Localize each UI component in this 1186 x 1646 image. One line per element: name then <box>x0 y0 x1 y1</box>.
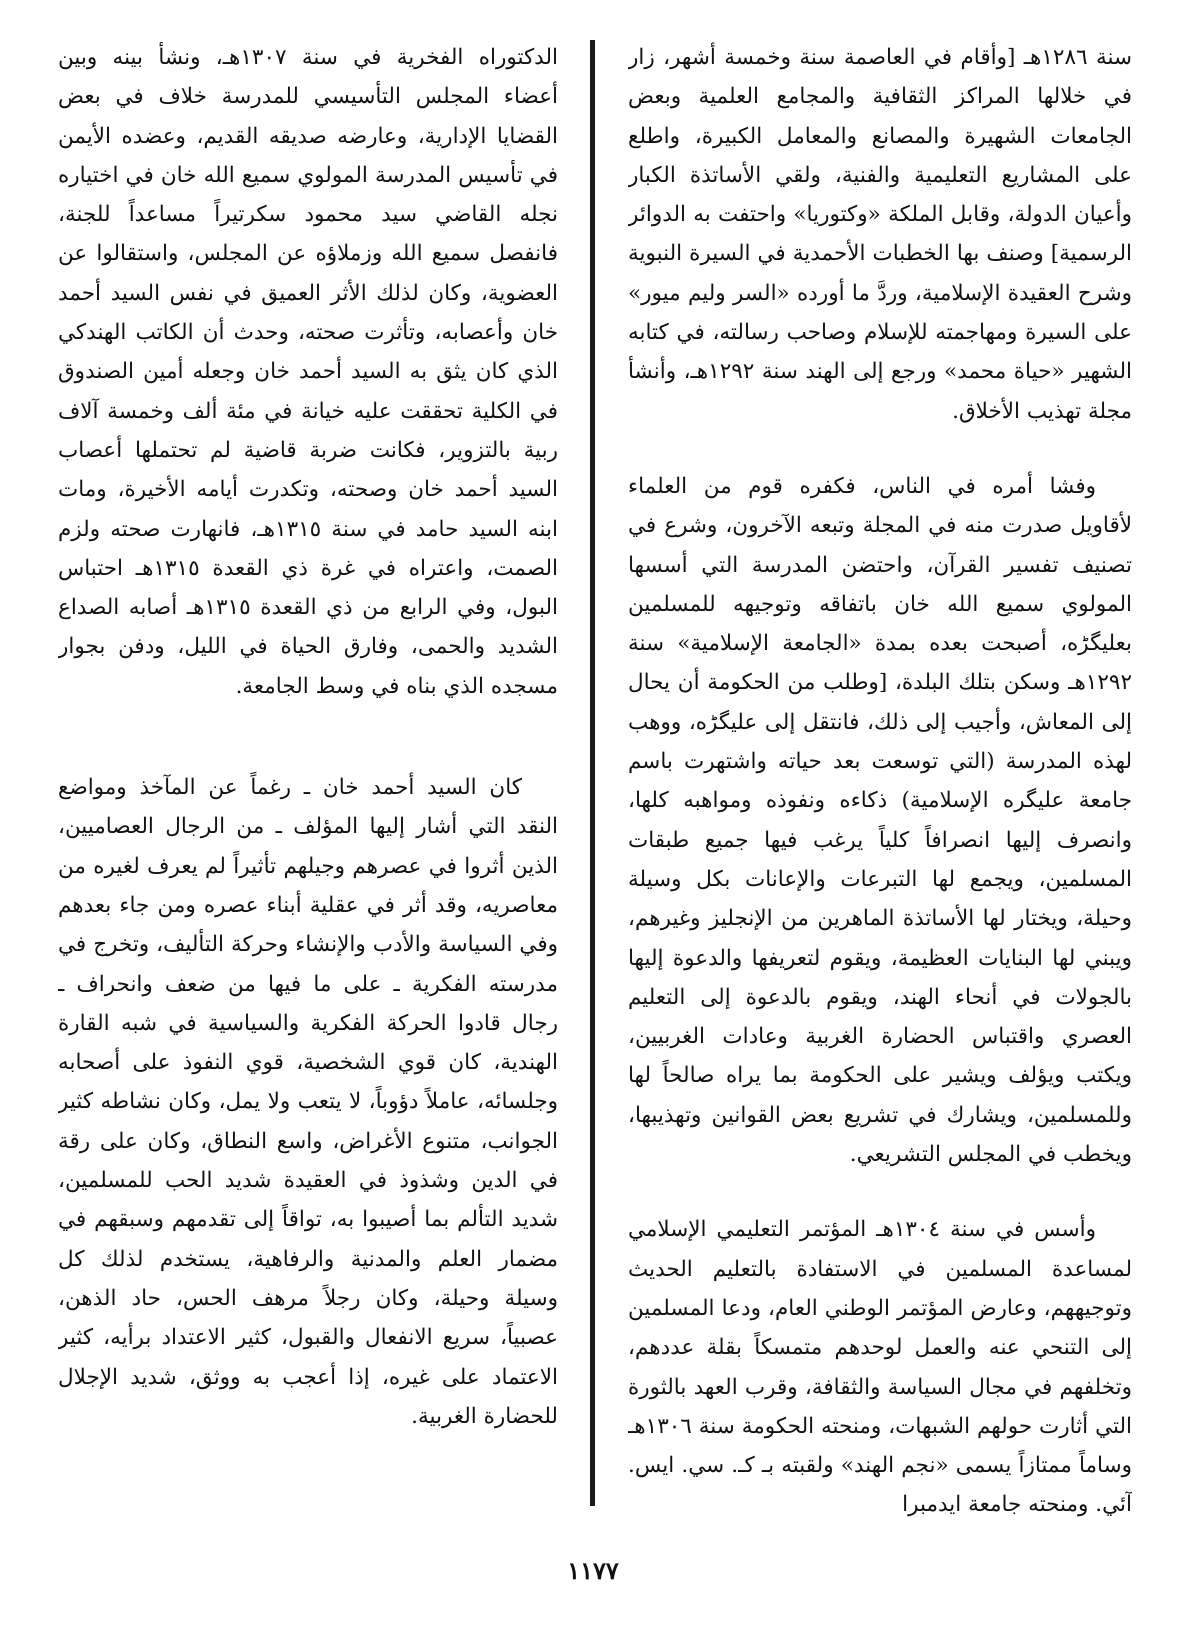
paragraph: سنة ١٢٨٦هـ [وأقام في العاصمة سنة وخمسة أشهر، زار في خلالها المراكز الثقافية والمجامع العلمية وبعض الجامعات الشهيرة والمصانع والمعامل الكبيرة، واطلع على المشاريع التعليمية والفنية، ولقي الأساتذة الكبار وأعيان الدولة، وقابل الملكة «وكتوريا» واحتفت به الدوائر الرسمية] وصنف بها الخطبات الأحمدية في السيرة النبوية وشرح العقيدة الإسلامية، وردَّ ما أورده «السر وليم ميور» على السيرة ومهاجمته للإسلام وصاحب رسالته، في كتابه الشهير «حياة محمد» ورجع إلى الهند سنة ١٢٩٢هـ، وأنشأ مجلة تهذيب الأخلاق. <box>628 45 1132 424</box>
right-text-column <box>628 38 1132 1578</box>
column-divider <box>590 40 595 1506</box>
page-number: ١١٧٧ <box>567 1556 619 1585</box>
left-text-column <box>58 38 558 1578</box>
paragraph: كان السيد أحمد خان ـ رغماً عن المآخذ ومواضع النقد التي أشار إليها المؤلف ـ من الرجال العصاميين، الذين أثروا في عصرهم وجيلهم تأثيراً لم يعرف لغيره من معاصريه، وقد أثر في عقلية أبناء عصره ومن جاء بعدهم وفي السياسة والأدب والإنشاء وحركة التأليف، وتخرج في مدرسته الفكرية ـ على ما فيها من ضعف وانحراف ـ رجال قادوا الحركة الفكرية والسياسية في شبه القارة الهندية، كان قوي الشخصية، قوي النفوذ على أصحابه وجلسائه، عاملاً دؤوباً، لا يتعب ولا يمل، وكان نشاطه كثير الجوانب، متنوع الأغراض، واسع النطاق، وكان على رقة في الدين وشذوذ في العقيدة شديد الحب للمسلمين، شديد التألم بما أصيبوا به، تواقاً إلى تقدمهم وسبقهم في مضمار العلم والمدنية والرفاهية، يستخدم لذلك كل وسيلة وحيلة، وكان رجلاً مرهف الحس، حاد الذهن، عصبياً، سريع الانفعال والقبول، كثير الاعتداد برأيه، كثير الاعتماد على غيره، إذا أعجب به ووثق، شديد الإجلال للحضارة الغربية. <box>58 775 558 1429</box>
paragraph: الدكتوراه الفخرية في سنة ١٣٠٧هـ، ونشأ بينه وبين أعضاء المجلس التأسيسي للمدرسة خلاف في بعض القضايا الإدارية، وعارضه صديقه القديم، وعضده الأيمن في تأسيس المدرسة المولوي سميع الله خان في اختياره نجله القاضي سيد محمود سكرتيراً مساعداً للجنة، فانفصل سميع الله وزملاؤه عن المجلس، واستقالوا عن العضوية، وكان لذلك الأثر العميق في نفس السيد أحمد خان وأعصابه، وتأثرت صحته، وحدث أن الكاتب الهندكي الذي كان يثق به السيد أحمد خان وجعله أمين الصندوق في الكلية تحققت عليه خيانة في مئة ألف وخمسة آلاف ربية بالتزوير، فكانت ضربة قاضية لم تحتملها أعصاب السيد أحمد خان وصحته، وتكدرت أيامه الأخيرة، ومات ابنه السيد حامد في سنة ١٣١٥هـ، فانهارت صحته ولزم الصمت، واعتراه في غرة ذي القعدة ١٣١٥هـ احتباس البول، وفي الرابع من ذي القعدة ١٣١٥هـ أصابه الصداع الشديد والحمى، وفارق الحياة في الليل، ودفن بجوار مسجده الذي بناه في وسط الجامعة. <box>58 45 558 699</box>
paragraph: وفشا أمره في الناس، فكفره قوم من العلماء لأقاويل صدرت منه في المجلة وتبعه الآخرون، وشرع في تصنيف تفسير القرآن، واحتضن المدرسة التي أسسها المولوي سميع الله خان باتفاقه وتوجيهه للمسلمين بعليگڑه، أصبحت بعده بمدة «الجامعة الإسلامية» سنة ١٢٩٢هـ وسكن بتلك البلدة، [وطلب من الحكومة أن يحال إلى المعاش، وأجيب إلى ذلك، فانتقل إلى عليگڑه، ووهب لهذه المدرسة (التي توسعت بعد حياته واشتهرت باسم جامعة عليگره الإسلامية) ذكاءه ونفوذه ومواهبه كلها، وانصرف إليها انصرافاً كلياً يرغب فيها جميع طبقات المسلمين، ويجمع لها التبرعات والإعانات بكل وسيلة وحيلة، ويختار لها الأساتذة الماهرين من الإنجليز وغيرهم، ويبني لها البنايات العظيمة، ويقوم لتعريفها والدعوة إليها بالجولات في أنحاء الهند، ويقوم بالدعوة إلى التعليم العصري واقتباس الحضارة الغربية وعادات الغربيين، ويكتب ويؤلف ويشير على الحكومة بما يراه صالحاً لها وللمسلمين، ويشارك في تشريع بعض القوانين وتهذيبها، ويخطب في المجلس التشريعي. <box>628 473 1132 1168</box>
paragraph: وأسس في سنة ١٣٠٤هـ المؤتمر التعليمي الإسلامي لمساعدة المسلمين في الاستفادة بالتعليم الحديث وتوجيههم، وعارض المؤتمر الوطني العام، ودعا المسلمين إلى التنحي عنه والعمل لوحدهم متمسكاً بقلة عددهم، وتخلفهم في مجال السياسة والثقافة، وقرب العهد بالثورة التي أثارت حولهم الشبهات، ومنحته الحكومة سنة ١٣٠٦هـ وساماً ممتازاً يسمى «نجم الهند» ولقبته بـ كـ. سي. ايس. آئي. ومنحته جامعة ايدمبرا <box>628 1217 1132 1518</box>
